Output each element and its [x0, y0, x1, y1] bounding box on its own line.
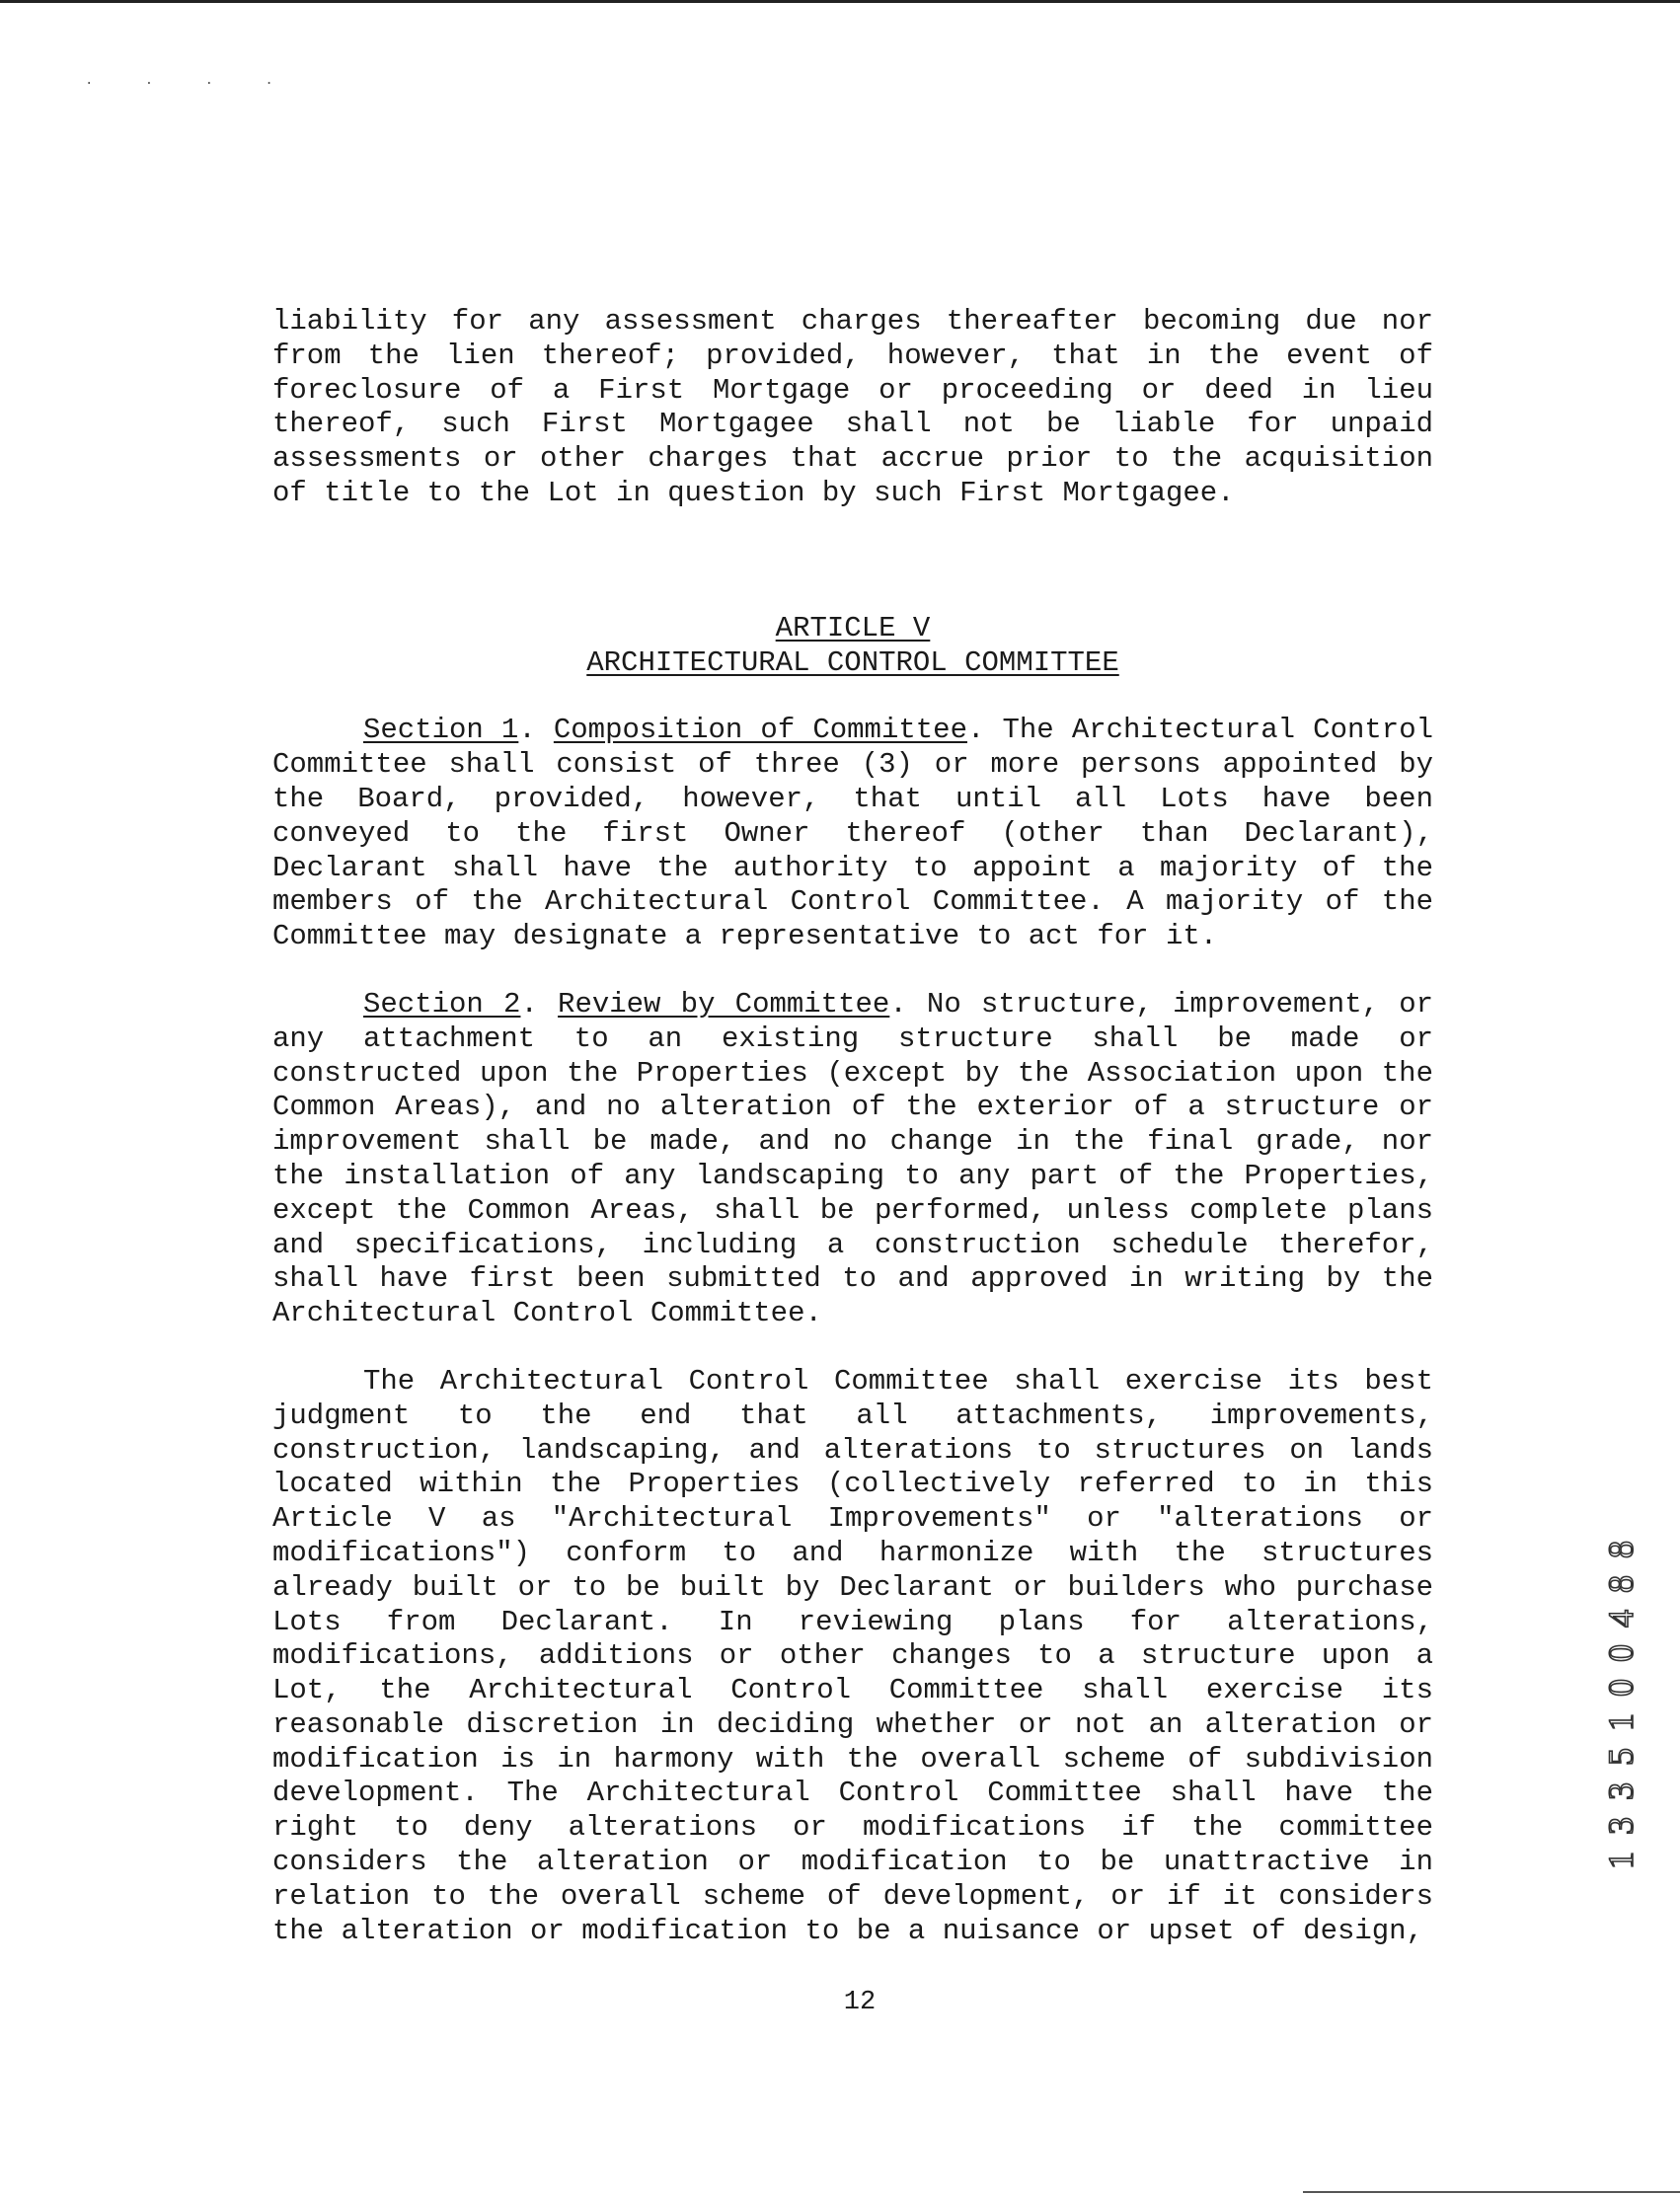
page-number: 12 [843, 1988, 877, 2017]
section-1-heading: Composition of Committee [553, 714, 967, 747]
section-2-label: Section 2 [363, 987, 521, 1021]
section-2-paragraph: Section 2. Review by Committee. No structure, improvement, or any attachment to an existing structure shall be made or constructed upon the Properties (except by the Association upon the Common Areas), and no alteration of the exterior of a structure or improvement shall be made, and no change in the final grade, nor the installation of any landscaping to any part of the Properties, except the Common Areas, shall be performed, unless complete plans and specifications, including a construction schedule therefor, shall have first been submitted to and approved in writing by the Architectural Control Committee. [272, 987, 1434, 1330]
article-number: ARTICLE V [775, 611, 931, 644]
margin-document-stamp [1601, 1537, 1641, 1869]
bottom-edge-line [1303, 2191, 1680, 2193]
article-heading [272, 612, 1433, 681]
section-2-heading: Review by Committee [558, 987, 890, 1021]
intro-paragraph: liability for any assessment charges thereafter becoming due nor from the lien thereof; provided, however, that in the event of foreclosure of a First Mortgage or proceeding or deed in lieu thereof, such First Mortgagee shall not be liable for unpaid assessments or other charges that accrue prior to the acquisition of title to the Lot in question by such First Mortgagee. [272, 305, 1433, 509]
section-1-label: Section 1 [363, 714, 519, 747]
article-title: ARCHITECTURAL CONTROL COMMITTEE [586, 645, 1119, 679]
section-1-paragraph: Section 1. Composition of Committee. The Architectural Control Committee shall consist of three (3) or more persons appointed by the Board, provided, however, that until all Lots have been conveyed to the first Owner thereof (other than Declarant), Declarant shall have the authority to appoint a majority of the members of the Architectural Control Committee. A majority of the Committee may designate a representative to act for it. [272, 714, 1433, 953]
section-2-body: No structure, improvement, or any attachment to an existing structure shall be made or constructed upon the Properties (except by the Association upon the Common Areas), and no alteration of the exterior of a structure or improvement shall be made, and no change in the final grade, nor the installation of any landscaping to any part of the Properties, except the Common Areas, shall be performed, unless complete plans and specifications, including a construction schedule therefor, shall have first been submitted to and approved in writing by the Architectural Control Committee. [272, 987, 1434, 1330]
section-1-body: The Architectural Control Committee shall consist of three (3) or more persons appointed by the Board, provided, however, that until all Lots have been conveyed to the first Owner thereof (other than Declarant), Declarant shall have the authority to appoint a majority of the members of the Architectural Control Committee. A majority of the Committee may designate a representative to act for it. [272, 714, 1433, 953]
closing-paragraph: The Architectural Control Committee shall exercise its best judgment to the end that all attachments, improvements, construction, landscaping, and alterations to structures on lands located within the Properties (collectively referred to in this Article V as "Architectural Improvements" or "alterations or modifications") conform to and harmonize with the structures already built or to be built by Declarant or builders who purchase Lots from Declarant. In reviewing plans for alterations, modifications, additions or other changes to a structure upon a Lot, the Architectural Control Committee shall exercise its reasonable discretion in deciding whether or not an alteration or modification is in harmony with the overall scheme of subdivision development. The Architectural Control Committee shall have the right to deny alterations or modifications if the committee considers the alteration or modification to be unattractive in relation to the overall scheme of development, or if it considers the alteration or modification to be a nuisance or upset of design, [272, 1364, 1433, 1947]
margin-stamp-text: 1 3 3 5 1 0 0 4 8 8 [1601, 1537, 1641, 1869]
top-border-line [0, 0, 1680, 3]
corner-marks: . . . . [85, 73, 295, 89]
document-body [272, 305, 1433, 1948]
